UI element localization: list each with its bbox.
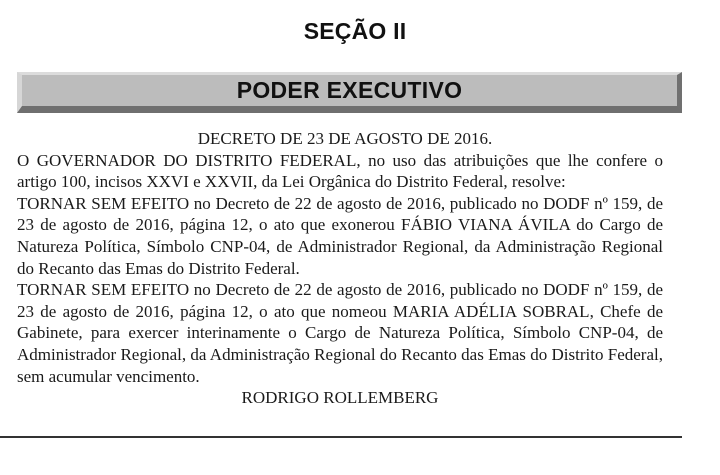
decree-title: DECRETO DE 23 DE AGOSTO DE 2016. [197, 129, 493, 148]
signature: RODRIGO ROLLEMBERG [241, 388, 439, 408]
banner-title: PODER EXECUTIVO [236, 77, 463, 103]
section-divider [0, 436, 682, 438]
section-title: SEÇÃO II [303, 18, 407, 44]
poder-executivo-banner [17, 72, 682, 113]
decree-preamble: O GOVERNADOR DO DISTRITO FEDERAL, no uso das atribuições que lhe confere o artigo 100, incisos XXVI e XXVII, da Lei Orgânica do Distrito Federal, resolve: [17, 150, 663, 192]
decree-document [17, 128, 663, 409]
decree-paragraph-1: TORNAR SEM EFEITO no Decreto de 22 de agosto de 2016, publicado no DODF nº 159, de 23 de agosto de 2016, página 12, o ato que exonerou FÁBIO VIANA ÁVILA do Cargo de Natureza Política, Símbolo CNP-04, de Administrador Regional, da Administração Regional do Recanto das Emas do Distrito Federal. [17, 193, 663, 278]
decree-paragraph-2: TORNAR SEM EFEITO no Decreto de 22 de agosto de 2016, publicado no DODF nº 159, de 23 de agosto de 2016, página 12, o ato que nomeou MARIA ADÉLIA SOBRAL, Chefe de Gabinete, para exercer interinamente o Cargo de Natureza Política, Símbolo CNP-04, de Administrador Regional, da Administração Regional do Recanto das Emas do Distrito Federal, sem acumular vencimento. [17, 280, 663, 386]
